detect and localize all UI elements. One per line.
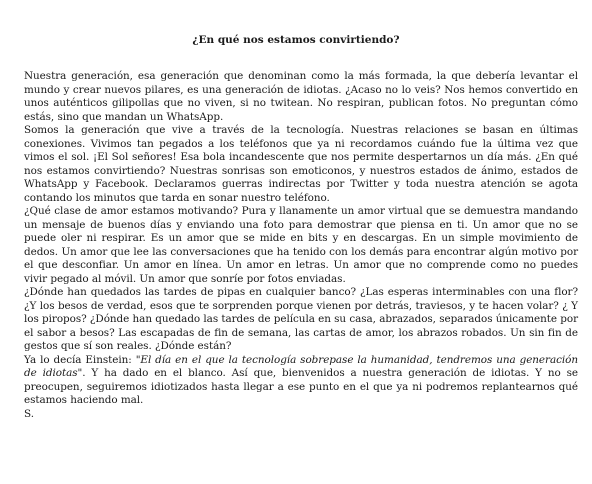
paragraph-intro: Nuestra generación, esa generación que denominan como la más formada, la que debería levantar el mundo y crear nuevos pilares, es una generación de idiotas. ¿Acaso no lo veis? Nos hemos convertido en unos auténticos gilipollas que no viven, si no twitean. No respiran, publican fotos. No preguntan cómo estás, sino que mandan un WhatsApp. [24,70,578,123]
paragraph-love: ¿Qué clase de amor estamos motivando? Pura y llanamente un amor virtual que se demuestra mandando un mensaje de buenos días y enviando una foto para demostrar que piensa en ti. Un amor que no se puede oler ni respirar. Es un amor que se mide en bits y en descargas. En un simple movimiento de dedos. Un amor que lee las conversaciones que ha tenido con los demás para encontrar algún motivo por el que desconfiar. Un amor en línea. Un amor en letras. Un amor que no comprende como no puedes vivir pegado al móvil. Un amor que sonríe por fotos enviadas. [24,205,578,285]
article-body [24,70,578,421]
closing-rest: . Y ha dado en el blanco. Así que, bienvenidos a nuestra generación de idiotas. Y no se preocupen, seguiremos idiotizados hasta llegar a ese punto en el que ya ni podremos replantearnos qué estamos haciendo mal. [24,367,578,406]
page-title: ¿En qué nos estamos convirtiendo? [192,34,400,46]
signature: S. [24,407,34,420]
closing-intro: Ya lo decía Einstein: [24,353,136,366]
paragraph-technology: Somos la generación que vive a través de la tecnología. Nuestras relaciones se basan en últimas conexiones. Vivimos tan pegados a los teléfonos que ya ni recordamos cuándo fue la última vez que vimos el sol. ¡El Sol señores! Esa bola incandescente que nos permite despertarnos un día más. ¿En qué nos estamos convirtiendo? Nuestras sonrisas son emoticonos, y nuestros estados de ánimo, estados de WhatsApp y Facebook. Declaramos guerras indirectas por Twitter y toda nuestra atención se agota contando los minutos que tarda en sonar nuestro teléfono. [24,124,578,204]
paragraph-memories: ¿Dónde han quedados las tardes de pipas en cualquier banco? ¿Las esperas interminables con una flor? ¿Y los besos de verdad, esos que te sorprenden porque vienen por detrás, traviesos, y te hacen volar? ¿ Y los piropos? ¿Dónde han quedado las tardes de película en su casa, abrazados, separados únicamente por el sabor a besos? Las escapadas de fin de semana, las cartas de amor, los abrazos robados. Un sin fin de gestos que sí son reales. ¿Dónde están? [24,286,578,352]
paragraph-closing [24,354,578,408]
einstein-quote: "El día en el que la tecnología sobrepase la humanidad, tendremos una generación de idiotas" [24,353,578,379]
